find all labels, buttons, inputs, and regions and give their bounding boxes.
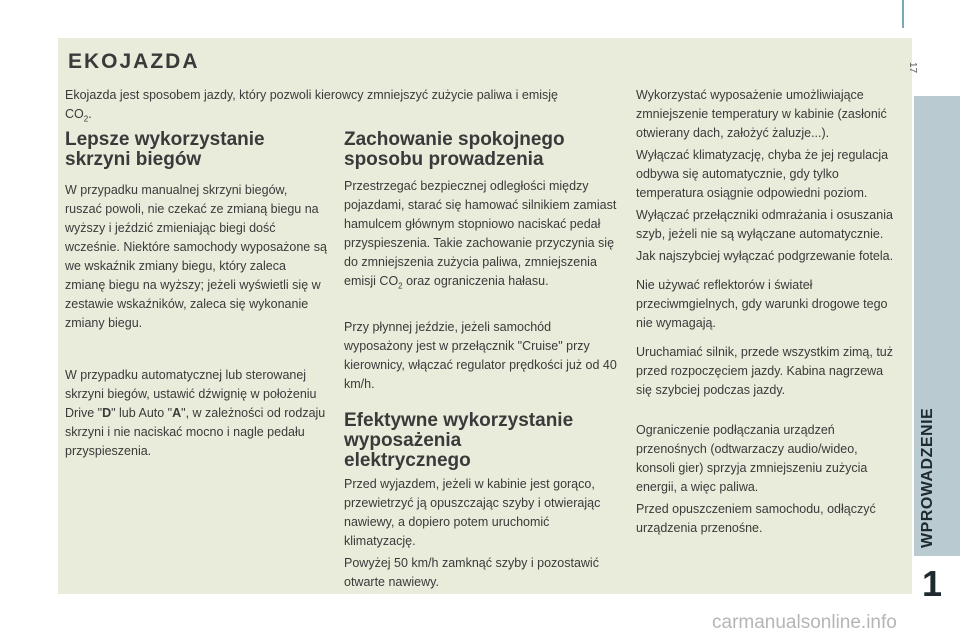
paragraph-close-windows: Powyżej 50 km/h zamknąć szyby i pozostawić otwarte nawiewy.	[344, 556, 599, 589]
paragraph-cruise: Przy płynnej jeździe, jeżeli samochód wyposażony jest w przełącznik "Cruise" przy kierownicy, włączać regulator prędkości już od 40 km/h.	[344, 320, 617, 391]
column-gearbox	[65, 130, 327, 461]
chapter-number: 1	[922, 563, 943, 604]
paragraph-fog-lights: Nie używać reflektorów i świateł przeciwmgielnych, gdy warunki drogowe tego nie wymagają.	[636, 278, 888, 330]
paragraph-seat-heating: Jak najszybciej wyłączać podgrzewanie fotela.	[636, 249, 894, 263]
paragraph-cabin-temperature: Wykorzystać wyposażenie umożliwiające zmniejszenie temperatury w kabinie (zasłonić otwierany dach, założyć żaluzje...).	[636, 88, 887, 140]
paragraph-defrost: Wyłączać przełączniki odmrażania i osuszania szyb, jeżeli nie są wyłączane automatycznie.	[636, 208, 893, 241]
page-number: 17	[907, 62, 918, 74]
chapter-tab-label: WPROWADZENIE	[919, 407, 936, 548]
paragraph-engine-start: Uruchamiać silnik, przede wszystkim zimą, tuż przed rozpoczęciem jazdy. Kabina nagrzewa się szybciej podczas jazdy.	[636, 345, 894, 397]
heading-calm-driving: Zachowanie spokojnego sposobu prowadzenia	[344, 129, 565, 170]
paragraph-ventilation: Przed wyjazdem, jeżeli w kabinie jest gorąco, przewietrzyć ją opuszczając szyby i otwierając nawiewy, a dopiero potem uruchomić klimatyzację.	[344, 477, 601, 548]
column-driving	[344, 130, 619, 592]
heading-electric-equipment: Efektywne wykorzystanie wyposażenia elektrycznego	[344, 410, 574, 471]
watermark: carmanualsonline.info	[712, 612, 897, 633]
column-equipment-tips	[636, 86, 898, 538]
paragraph-disconnect-devices: Przed opuszczeniem samochodu, odłączyć urządzenia przenośne.	[636, 502, 876, 535]
paragraph-automatic-gearbox: W przypadku automatycznej lub sterowanej skrzyni biegów, ustawić dźwignię w położeniu Drive "D" lub Auto "A", w zależności od rodzaju skrzyni i nie naciskać mocno i nagle pedału przyspieszenia.	[65, 368, 326, 458]
paragraph-air-conditioning: Wyłączać klimatyzację, chyba że jej regulacja odbywa się automatycznie, gdy tylko temperatura osiągnie odpowiedni poziom.	[636, 148, 889, 200]
heading-gearbox: Lepsze wykorzystanie skrzyni biegów	[65, 129, 265, 170]
intro-paragraph: Ekojazda jest sposobem jazdy, który pozwoli kierowcy zmniejszyć zużycie paliwa i emisję $CO_2$.	[65, 88, 559, 124]
sidebar-divider	[902, 0, 904, 28]
paragraph-manual-gearbox: W przypadku manualnej skrzyni biegów, ruszać powoli, nie czekać ze zmianą biegu na wyższy i jeździć zmieniając biegi dość wcześnie. Niektóre samochody wyposażone są we wskaźnik zmiany biegu, który zaleca zmianę biegu na wyższy; jeżeli wyświetli się w zestawie wskaźników, zaleca się wykonanie zmiany biegu.	[65, 183, 327, 330]
section-title: EKOJAZDA	[68, 50, 200, 73]
paragraph-safe-distance: Przestrzegać bezpiecznej odległości między pojazdami, starać się hamować silnikiem zamiast hamulcem głównym stopniowo naciskać pedał przyspieszenia. Takie zachowanie przyczynia się do zmniejszenia zużycia paliwa, zmniejszenia emisji $CO_2$ oraz ograniczenia hałasu.	[344, 179, 617, 291]
paragraph-portable-devices: Ograniczenie podłączania urządzeń przenośnych (odtwarzaczy audio/wideo, konsoli gier) sprzyja zmniejszeniu zużycia energii, a więc paliwa.	[636, 423, 868, 494]
